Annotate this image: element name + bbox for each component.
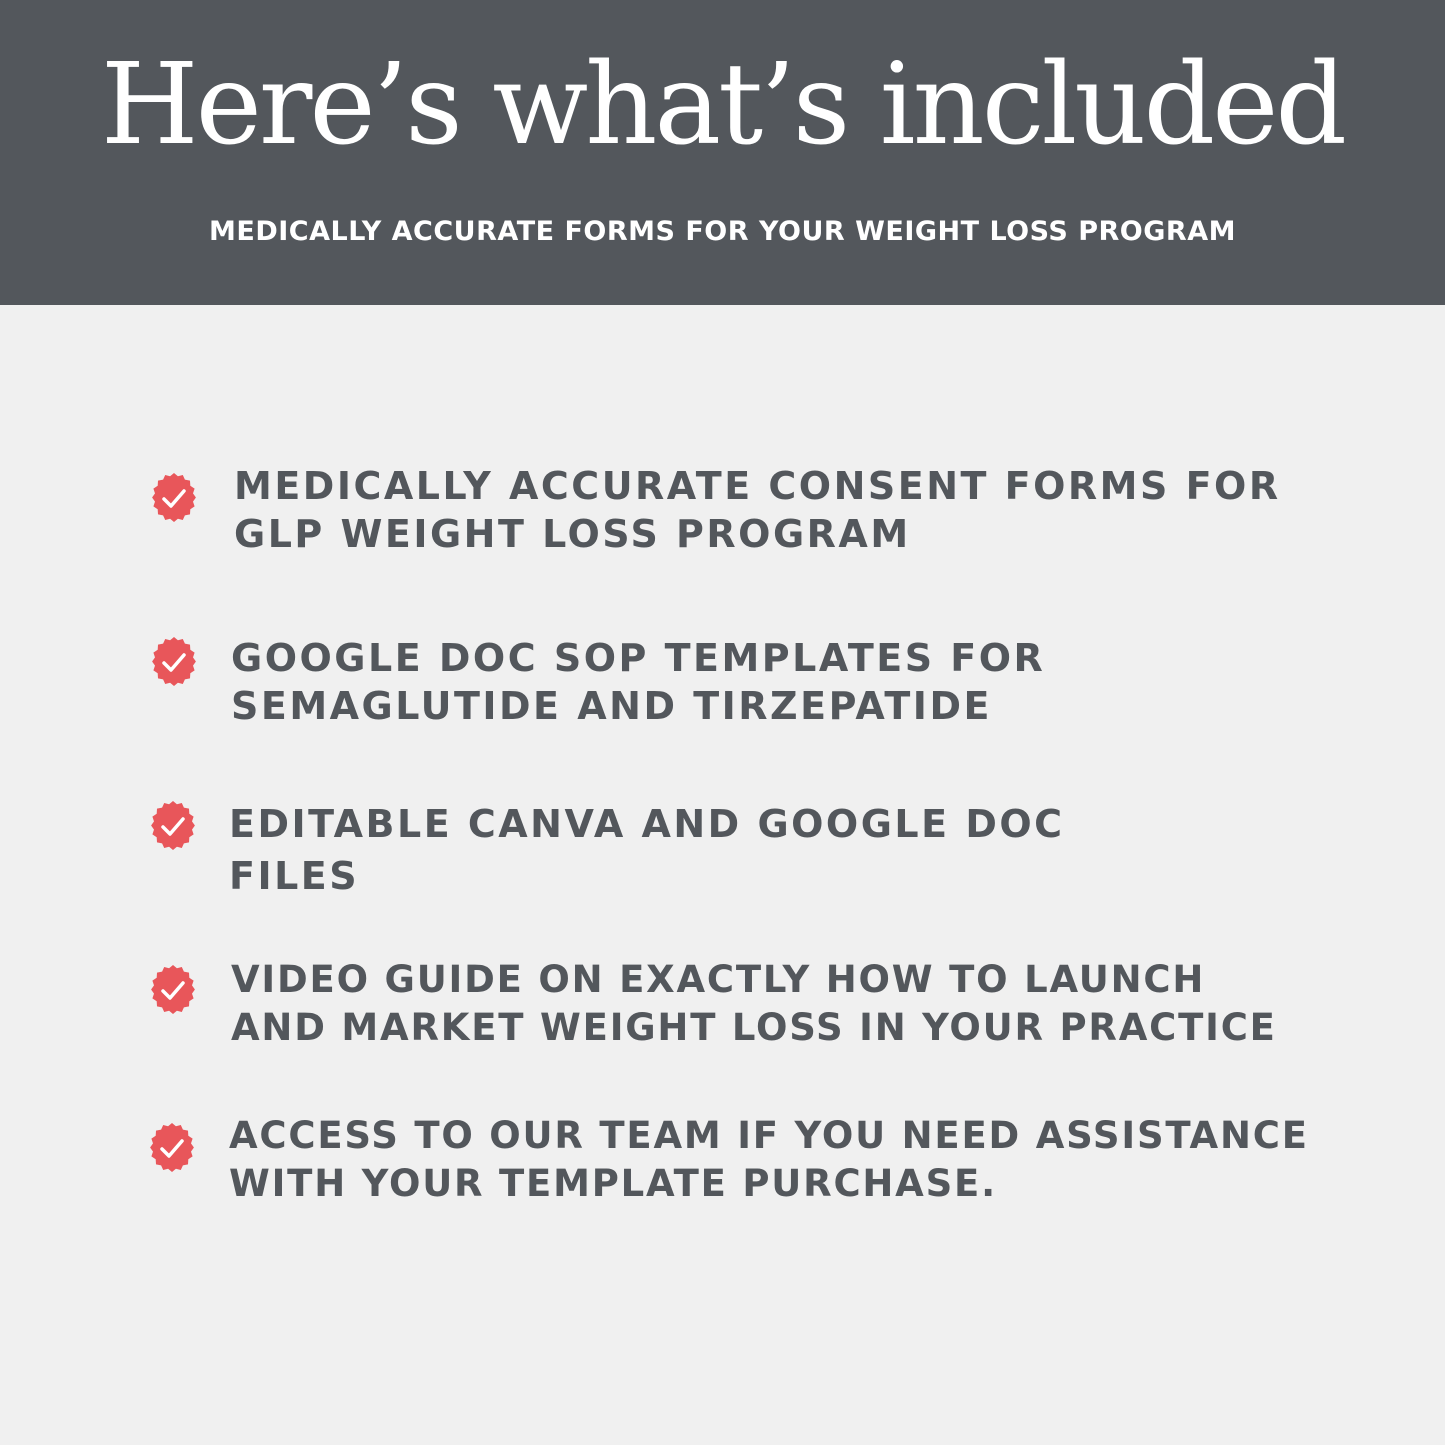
item-text: ACCESS TO OUR TEAM IF YOU NEED ASSISTANCE WITH YOUR TEMPLATE PURCHASE. [229,1114,1309,1205]
check-badge-icon [148,636,200,688]
check-badge-icon [146,1122,198,1174]
item-text: GOOGLE DOC SOP TEMPLATES FOR SEMAGLUTIDE AND TIRZEPATIDE [231,636,1046,728]
check-badge-icon [147,964,199,1016]
check-badge-icon [147,800,199,852]
header-banner [0,0,1445,305]
item-text: EDITABLE CANVA AND GOOGLE DOC FILES [229,802,1065,898]
item-text: MEDICALLY ACCURATE CONSENT FORMS FOR GLP WEIGHT LOSS PROGRAM [234,464,1281,556]
page-subtitle: MEDICALLY ACCURATE FORMS FOR YOUR WEIGHT LOSS PROGRAM [209,216,1236,247]
page-title: Here’s what’s included [100,40,1345,170]
item-text: VIDEO GUIDE ON EXACTLY HOW TO LAUNCH AND MARKET WEIGHT LOSS IN YOUR PRACTICE [231,958,1277,1049]
check-badge-icon [148,472,200,524]
